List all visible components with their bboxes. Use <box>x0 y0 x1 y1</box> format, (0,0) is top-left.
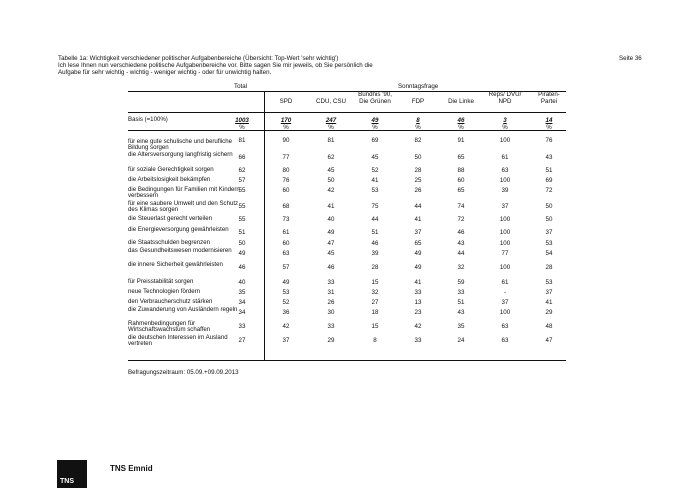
basis-value: 170 <box>280 117 292 124</box>
table-cell: 52 <box>371 167 379 174</box>
table-cell: 100 <box>499 309 511 316</box>
row-label: die Steuerlast gerecht verteilen <box>128 215 213 222</box>
table-cell: 8 <box>373 337 377 344</box>
table-cell: 77 <box>501 250 509 257</box>
table-cell: 55 <box>238 187 246 194</box>
table-cell: 28 <box>371 264 379 271</box>
table-cell: 62 <box>327 154 335 161</box>
table-cell: 41 <box>545 299 553 306</box>
table-cell: 76 <box>545 137 553 144</box>
question-text-line-2: Aufgabe für sehr wichtig - wichtig - weniger wichtig - oder für unwichtig halten. <box>58 69 272 76</box>
table-cell: 49 <box>282 279 290 286</box>
table-cell: 29 <box>545 309 553 316</box>
basis-label: Basis (=100%) <box>128 116 168 123</box>
table-cell: 53 <box>371 187 379 194</box>
percent-sign: % <box>502 124 508 131</box>
table-cell: 100 <box>499 240 511 247</box>
row-label: neue Technologien fördern <box>128 288 201 295</box>
table-cell: 15 <box>371 323 379 330</box>
row-label: die Arbeitslosigkeit bekämpfen <box>128 176 211 183</box>
table-cell: 31 <box>327 289 335 296</box>
table-cell: 59 <box>457 279 465 286</box>
table-cell: 41 <box>327 203 335 210</box>
table-cell: 63 <box>501 323 509 330</box>
table-cell: 76 <box>282 177 290 184</box>
table-cell: 55 <box>238 203 246 210</box>
table-cell: 74 <box>457 203 465 210</box>
table-cell: 27 <box>238 337 246 344</box>
table-cell: 47 <box>545 337 553 344</box>
table-cell: 72 <box>457 216 465 223</box>
table-cell: 33 <box>327 279 335 286</box>
table-cell: 100 <box>499 177 511 184</box>
table-cell: 33 <box>414 289 422 296</box>
row-label: die Bedingungen für Familien mit Kindern verbessern <box>128 186 240 200</box>
page-number: Seite 36 <box>619 55 642 62</box>
table-cell: 61 <box>501 154 509 161</box>
row-label: die Energieversorgung gewährleisten <box>128 226 229 233</box>
table-cell: 63 <box>501 167 509 174</box>
table-cell: 53 <box>282 289 290 296</box>
table-cell: 27 <box>371 299 379 306</box>
table-cell: 39 <box>371 250 379 257</box>
table-cell: 46 <box>371 240 379 247</box>
table-cell: 35 <box>238 289 246 296</box>
table-cell: 25 <box>414 177 422 184</box>
row-label: den Verbraucherschutz stärken <box>128 298 213 305</box>
table-cell: 69 <box>371 137 379 144</box>
table-cell: 54 <box>545 250 553 257</box>
table-cell: 34 <box>238 299 246 306</box>
total-header: Total <box>234 83 248 90</box>
table-cell: 34 <box>238 309 246 316</box>
table-cell: 72 <box>545 187 553 194</box>
row-label: die Altersversorgung langfristig sichern <box>128 151 233 158</box>
table-cell: 51 <box>545 167 553 174</box>
column-header-line2: SPD <box>279 98 293 105</box>
table-cell: 37 <box>414 229 422 236</box>
table-cell: 50 <box>238 240 246 247</box>
table-cell: 51 <box>457 299 465 306</box>
table-cell: 35 <box>457 323 465 330</box>
table-cell: 45 <box>327 167 335 174</box>
table-cell: 61 <box>501 279 509 286</box>
column-header-line1: Reps/ DVU/ <box>488 91 522 98</box>
column-header-line2: Die Grünen <box>359 98 391 105</box>
table-cell: 65 <box>414 240 422 247</box>
table-cell: 39 <box>501 187 509 194</box>
table-cell: 53 <box>545 279 553 286</box>
basis-value: 46 <box>457 117 465 124</box>
table-cell: 80 <box>282 167 290 174</box>
table-cell: 60 <box>282 240 290 247</box>
survey-period: Befragungszeitraum: 05.09.+09.09.2013 <box>128 369 239 376</box>
row-label: das Gesundheitswesen modernisieren <box>128 247 232 254</box>
table-cell: 48 <box>545 323 553 330</box>
table-cell: 18 <box>371 309 379 316</box>
table-cell: 43 <box>457 309 465 316</box>
table-cell: 44 <box>371 216 379 223</box>
table-cell: 37 <box>501 203 509 210</box>
basis-value: 1003 <box>235 117 249 124</box>
table-cell: 42 <box>414 323 422 330</box>
table-cell: 24 <box>457 337 465 344</box>
row-label: die Staatsschulden begrenzen <box>128 239 210 246</box>
column-header-line1: Piraten- <box>538 91 560 98</box>
table-cell: 100 <box>499 216 511 223</box>
basis-value: 3 <box>503 117 507 124</box>
table-cell: 65 <box>457 154 465 161</box>
percent-sign: % <box>328 124 334 131</box>
table-cell: - <box>503 289 507 296</box>
table-cell: 90 <box>282 137 290 144</box>
table-cell: 51 <box>238 229 246 236</box>
table-cell: 49 <box>414 250 422 257</box>
column-header-line2: NPD <box>498 98 512 105</box>
table-cell: 43 <box>545 154 553 161</box>
table-cell: 33 <box>327 323 335 330</box>
row-label: für eine gute schulische und berufliche Bildung sorgen <box>128 138 232 152</box>
table-cell: 46 <box>457 229 465 236</box>
table-cell: 40 <box>238 279 246 286</box>
table-cell: 42 <box>327 187 335 194</box>
table-cell: 50 <box>327 177 335 184</box>
tns-logo <box>57 460 87 488</box>
table-cell: 37 <box>282 337 290 344</box>
table-cell: 40 <box>327 216 335 223</box>
table-cell: 100 <box>499 137 511 144</box>
row-label: für soziale Gerechtigkeit sorgen <box>128 166 214 173</box>
table-cell: 50 <box>414 154 422 161</box>
basis-value: 8 <box>416 117 420 124</box>
table-cell: 60 <box>282 187 290 194</box>
table-cell: 100 <box>499 264 511 271</box>
table-cell: 26 <box>327 299 335 306</box>
percent-sign: % <box>283 124 289 131</box>
column-header-line2: CDU, CSU <box>316 98 346 105</box>
table-cell: 88 <box>457 167 465 174</box>
table-cell: 81 <box>238 137 246 144</box>
table-cell: 41 <box>414 279 422 286</box>
table-cell: 69 <box>545 177 553 184</box>
row-label: die Zuwanderung von Ausländern regeln <box>128 306 238 313</box>
table-cell: 37 <box>545 229 553 236</box>
percent-sign: % <box>546 124 552 131</box>
percent-sign: % <box>415 124 421 131</box>
table-cell: 52 <box>282 299 290 306</box>
table-cell: 15 <box>371 279 379 286</box>
table-cell: 81 <box>327 137 335 144</box>
row-label: die innere Sicherheit gewährleisten <box>128 261 223 268</box>
table-cell: 36 <box>282 309 290 316</box>
table-cell: 57 <box>282 264 290 271</box>
table-cell: 45 <box>327 250 335 257</box>
table-cell: 26 <box>414 187 422 194</box>
table-cell: 28 <box>414 167 422 174</box>
table-cell: 13 <box>414 299 422 306</box>
table-cell: 37 <box>501 299 509 306</box>
table-cell: 41 <box>414 216 422 223</box>
brand-name: TNS Emnid <box>110 464 153 473</box>
table-title: Tabelle 1a: Wichtigkeit verschiedener politischer Aufgabenbereiche (Übersicht: Top-Wert 'sehr wichtig') <box>58 55 339 62</box>
table-cell: 47 <box>327 240 335 247</box>
table-cell: 41 <box>371 177 379 184</box>
table-cell: 51 <box>371 229 379 236</box>
row-label: für Preisstabilität sorgen <box>128 278 194 285</box>
row-label: Rahmenbedingungen für Wirtschaftswachstum schaffen <box>128 320 211 334</box>
total-column-divider <box>264 91 265 360</box>
column-header-line2: Die Linke <box>448 98 474 105</box>
table-cell: 73 <box>282 216 290 223</box>
table-cell: 37 <box>545 289 553 296</box>
table-cell: 60 <box>457 177 465 184</box>
table-cell: 43 <box>457 240 465 247</box>
table-cell: 45 <box>371 154 379 161</box>
column-header-line2: FDP <box>411 98 425 105</box>
table-cell: 68 <box>282 203 290 210</box>
table-cell: 50 <box>545 216 553 223</box>
table-bottom-rule <box>128 360 566 361</box>
table-cell: 32 <box>371 289 379 296</box>
table-cell: 82 <box>414 137 422 144</box>
table-cell: 46 <box>327 264 335 271</box>
table-cell: 28 <box>545 264 553 271</box>
percent-sign: % <box>239 124 245 131</box>
table-cell: 75 <box>371 203 379 210</box>
table-cell: 33 <box>238 323 246 330</box>
table-cell: 32 <box>457 264 465 271</box>
table-cell: 77 <box>282 154 290 161</box>
table-cell: 49 <box>238 250 246 257</box>
percent-sign: % <box>372 124 378 131</box>
table-cell: 100 <box>499 229 511 236</box>
table-cell: 55 <box>238 216 246 223</box>
basis-value: 14 <box>545 117 553 124</box>
question-text-line-1: Ich lese Ihnen nun verschiedene politische Aufgabenbereiche vor. Bitte sagen Sie mir jeweils, ob Sie persönlich die <box>58 62 373 69</box>
row-label: für eine saubere Umwelt und den Schutz des Klimas sorgen <box>128 200 239 214</box>
table-cell: 53 <box>545 240 553 247</box>
table-cell: 30 <box>327 309 335 316</box>
table-cell: 50 <box>545 203 553 210</box>
column-header-line1: Bündnis '90, <box>358 91 392 98</box>
table-cell: 29 <box>327 337 335 344</box>
table-cell: 49 <box>414 264 422 271</box>
table-cell: 57 <box>238 177 246 184</box>
table-cell: 44 <box>457 250 465 257</box>
percent-sign: % <box>458 124 464 131</box>
basis-value: 49 <box>371 117 379 124</box>
table-cell: 23 <box>414 309 422 316</box>
table-cell: 65 <box>457 187 465 194</box>
table-cell: 46 <box>238 264 246 271</box>
table-header-rule <box>128 112 566 113</box>
table-cell: 62 <box>238 167 246 174</box>
table-cell: 63 <box>282 250 290 257</box>
row-label: die deutschen Interessen im Ausland vertreten <box>128 334 228 348</box>
basis-value: 247 <box>325 117 337 124</box>
table-intro <box>58 55 578 76</box>
column-header-line2: Partei <box>540 98 558 105</box>
table-cell: 91 <box>457 137 465 144</box>
sonntagsfrage-header: Sonntagsfrage <box>398 83 439 90</box>
table-cell: 66 <box>238 154 246 161</box>
table-cell: 63 <box>501 337 509 344</box>
table-cell: 33 <box>414 337 422 344</box>
tns-logo-text: TNS <box>60 478 74 485</box>
table-cell: 33 <box>457 289 465 296</box>
table-cell: 49 <box>327 229 335 236</box>
table-cell: 42 <box>282 323 290 330</box>
table-cell: 44 <box>414 203 422 210</box>
table-cell: 61 <box>282 229 290 236</box>
